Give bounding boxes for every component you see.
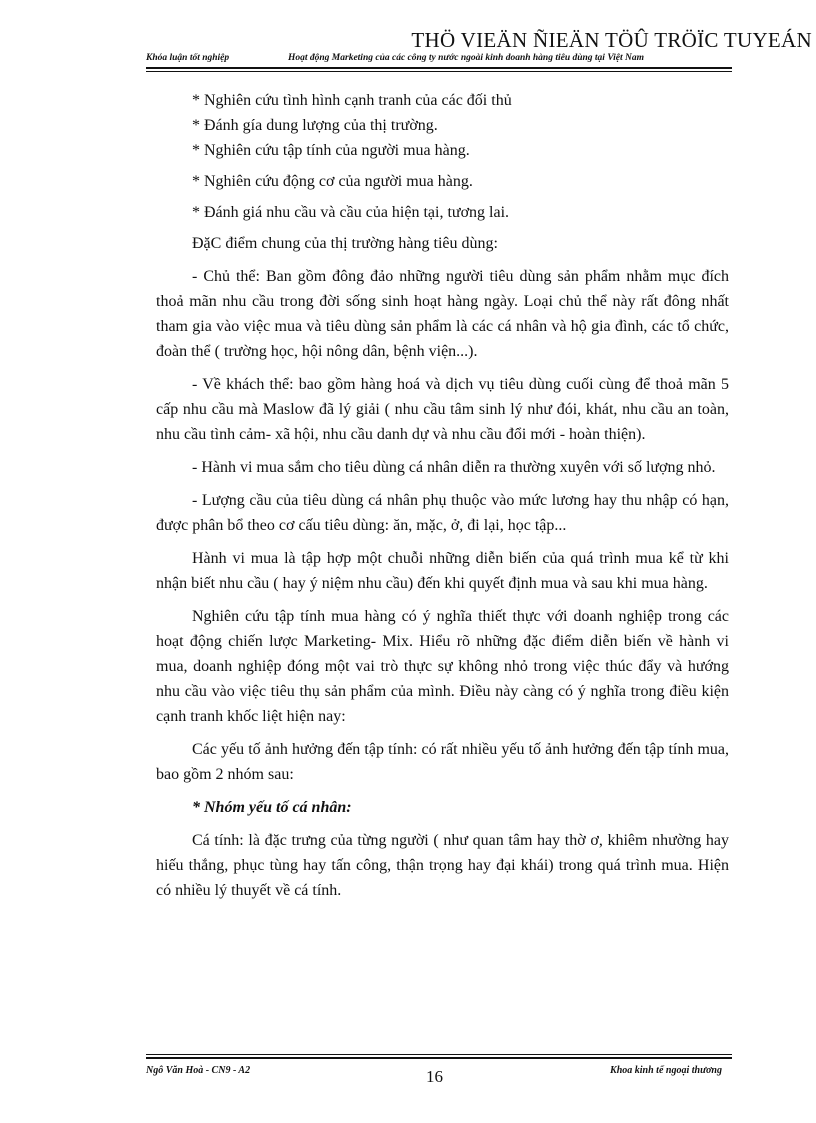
bullet-item: * Đánh gía dung lượng của thị trường.	[192, 117, 438, 134]
bullet-item: * Nghiên cứu tình hình cạnh tranh của các đối thủ	[192, 92, 512, 109]
paragraph: - Hành vi mua sắm cho tiêu dùng cá nhân diễn ra thường xuyên với số lượng nhỏ.	[192, 459, 716, 476]
bullet-item: * Nghiên cứu động cơ của người mua hàng.	[192, 173, 473, 190]
footer-department: Khoa kinh tế ngoại thương	[610, 1065, 722, 1076]
paragraph: Các yếu tố ảnh hưởng đến tập tính: có rất nhiều yếu tố ảnh hưởng đến tập tính mua, bao gồm 2 nhóm sau:	[156, 741, 729, 783]
header-left-text: Khóa luận tốt nghiệp	[146, 53, 230, 63]
bullet-item: * Đánh giá nhu cầu và cầu của hiện tại, tương lai.	[192, 204, 510, 221]
paragraph: - Về khách thể: bao gồm hàng hoá và dịch vụ tiêu dùng cuối cùng để thoả mãn 5 cấp nhu cầu mà Maslow đã lý giải ( nhu cầu tâm sinh lý như đói, khát, nhu cầu an toàn, nhu cầu tình cảm- xã hội, nhu cầu danh dự và nhu cầu đổi mới - hoàn thiện).	[156, 376, 729, 443]
footer-rule-thick	[146, 1057, 732, 1059]
footer-rule-thin	[146, 1054, 732, 1055]
paragraph: Nghiên cứu tập tính mua hàng có ý nghĩa thiết thực với doanh nghiệp trong các hoạt động chiến lược Marketing- Mix. Hiểu rõ những đặc điểm diễn biến về hành vi mua, doanh nghiệp đóng một vai trò thực sự không nhỏ trong việc thúc đẩy và hướng nhu cầu vào việc tiêu thụ sản phẩm của mình. Điều này càng có ý nghĩa trong điều kiện cạnh tranh khốc liệt hiện nay:	[156, 608, 729, 725]
paragraph: Cá tính: là đặc trưng của từng người ( như quan tâm hay thờ ơ, khiêm nhường hay hiếu thắng, phục tùng hay tấn công, thận trọng hay đại khái) trong quá trình mua. Hiện có nhiều lý thuyết về cá tính.	[156, 832, 729, 899]
header-rule-thick	[146, 67, 732, 69]
footer-author: Ngô Văn Hoà - CN9 - A2	[146, 1065, 251, 1076]
running-header	[146, 53, 732, 65]
paragraph: - Lượng cầu của tiêu dùng cá nhân phụ thuộc vào mức lương hay thu nhập có hạn, được phân bổ theo cơ cấu tiêu dùng: ăn, mặc, ở, đi lại, học tập...	[156, 492, 729, 534]
library-banner: THÖ VIEÄN ÑIEÄN TÖÛ TRÖÏC TUYEÁN	[411, 28, 812, 52]
page-number: 16	[426, 1067, 443, 1086]
subheading: * Nhóm yếu tố cá nhân:	[192, 799, 352, 816]
header-right-text: Hoạt động Marketing của các công ty nước ngoài kinh doanh hàng tiêu dùng tại Việt Nam	[288, 53, 645, 63]
paragraph: - Chủ thể: Ban gồm đông đảo những người tiêu dùng sản phẩm nhằm mục đích thoả mãn nhu cầu trong đời sống sinh hoạt hàng ngày. Loại chủ thể này rất đông nhất tham gia vào việc mua và tiêu dùng sản phẩm là các cá nhân và hộ gia đình, các tổ chức, đoàn thể ( trường học, hội nông dân, bệnh viện...).	[156, 268, 729, 360]
running-footer	[146, 1063, 732, 1085]
paragraph: Hành vi mua là tập hợp một chuỗi những diễn biến của quá trình mua kể từ khi nhận biết nhu cầu ( hay ý niệm nhu cầu) đến khi quyết định mua và sau khi mua hàng.	[156, 550, 729, 592]
page-body	[156, 88, 729, 903]
header-rule-thin	[146, 71, 732, 72]
section-intro: ĐặC điểm chung của thị trường hàng tiêu dùng:	[192, 235, 498, 252]
bullet-item: * Nghiên cứu tập tính của người mua hàng.	[192, 142, 470, 159]
